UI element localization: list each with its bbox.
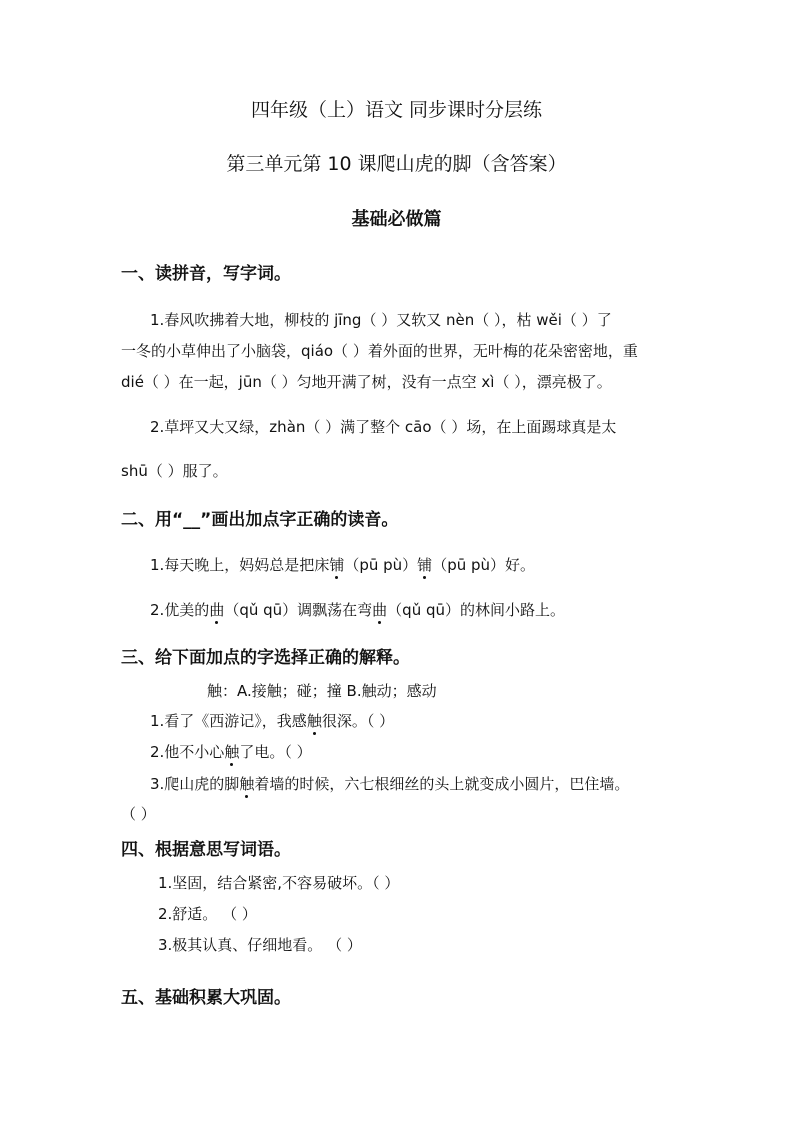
dotted-char: 铺 bbox=[417, 556, 433, 574]
part1-q2-line1: 2.草坪又大又绿，zhàn（ ）满了整个 cāo（ ）场，在上面踢球真是太 bbox=[150, 418, 617, 436]
part3-q1-post: 很深。（ ） bbox=[321, 712, 395, 730]
part3-q3 bbox=[150, 774, 629, 794]
part4-q1: 1.坚固，结合紧密,不容易破坏。（ ） bbox=[158, 874, 400, 892]
lesson-title: 第三单元第 10 课爬山虎的脚（含答案） bbox=[226, 153, 567, 175]
part4-q3: 3.极其认真、仔细地看。 （ ） bbox=[158, 936, 362, 954]
part3-q3-post: 着墙的时候，六七根细丝的头上就变成小圆片，巴住墙。 bbox=[254, 775, 630, 793]
worksheet-title: 四年级（上）语文 同步课时分层练 bbox=[250, 99, 543, 121]
dotted-char: 触 bbox=[239, 775, 255, 793]
part4-heading: 四、根据意思写词语。 bbox=[121, 840, 291, 860]
part1-heading: 一、读拼音，写字词。 bbox=[121, 264, 291, 284]
part1-q2-line2: shū（ ）服了。 bbox=[121, 462, 228, 480]
part1-q1-line3: dié（ ）在一起，jūn（ ）匀地开满了树，没有一点空 xì（ ），漂亮极了。 bbox=[121, 373, 612, 391]
part3-options: 触：A.接触；碰；撞 B.触动；感动 bbox=[207, 682, 437, 700]
part4-q2: 2.舒适。 （ ） bbox=[158, 905, 257, 923]
part2-q1 bbox=[150, 555, 535, 575]
part3-q2-post: 了电。（ ） bbox=[239, 743, 312, 761]
dotted-char: 触 bbox=[224, 743, 240, 761]
part1-q1-line1: 1.春风吹拂着大地，柳枝的 jīng（ ）又软又 nèn（ ），枯 wěi（ ）了 bbox=[150, 311, 612, 329]
part3-q1-pre: 1.看了《西游记》，我感 bbox=[150, 712, 307, 730]
dotted-char: 曲 bbox=[372, 601, 388, 619]
part2-q1-mid: （pū pù） bbox=[344, 556, 418, 574]
part3-q1 bbox=[150, 711, 394, 731]
part2-q1-pre: 1.每天晚上，妈妈总是把床 bbox=[150, 556, 330, 574]
part1-q1-line2: 一冬的小草伸出了小脑袋，qiáo（ ）着外面的世界，无叶梅的花朵密密地，重 bbox=[121, 342, 638, 360]
part3-q3-pre: 3.爬山虎的脚 bbox=[150, 775, 240, 793]
part3-heading: 三、给下面加点的字选择正确的解释。 bbox=[121, 648, 410, 668]
part2-heading: 二、用“__”画出加点字正确的读音。 bbox=[121, 510, 399, 530]
dotted-char: 曲 bbox=[209, 601, 225, 619]
part2-q2-post: （qǔ qū）的林间小路上。 bbox=[387, 601, 565, 619]
part2-q1-post: （pū pù）好。 bbox=[432, 556, 536, 574]
dotted-char: 触 bbox=[306, 712, 322, 730]
part3-q2 bbox=[150, 742, 312, 762]
part3-q2-pre: 2.他不小心 bbox=[150, 743, 225, 761]
part2-q2-pre: 2.优美的 bbox=[150, 601, 210, 619]
part2-q2-mid: （qǔ qū）调飘荡在弯 bbox=[224, 601, 373, 619]
part5-heading: 五、基础积累大巩固。 bbox=[121, 988, 291, 1008]
dotted-char: 铺 bbox=[329, 556, 345, 574]
section-title: 基础必做篇 bbox=[351, 209, 442, 230]
part3-q3-blank: （ ） bbox=[121, 805, 156, 823]
part2-q2 bbox=[150, 600, 565, 620]
